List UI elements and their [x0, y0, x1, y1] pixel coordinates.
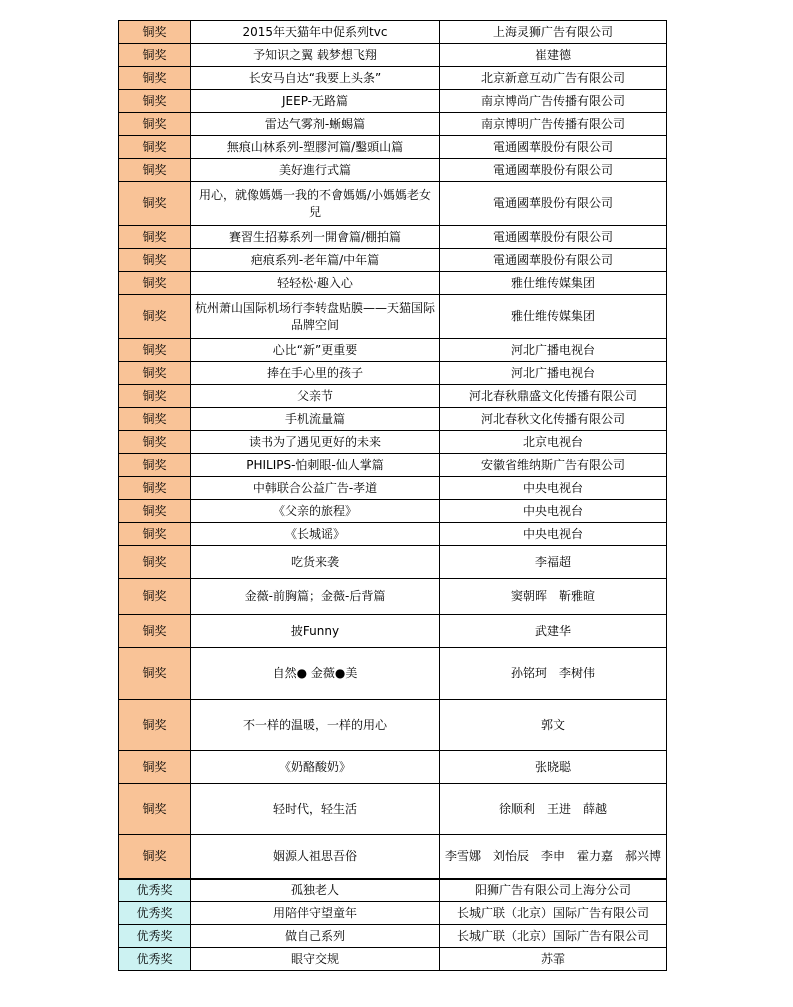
table-row — [119, 700, 667, 751]
title-cell: 中韩联合公益广告-孝道 — [191, 477, 440, 500]
award-cell: 优秀奖 — [119, 902, 191, 925]
title-cell: JEEP-无路篇 — [191, 90, 440, 113]
award-cell: 铜奖 — [119, 113, 191, 136]
winner-cell: 李福超 — [440, 546, 667, 579]
winner-cell: 崔建德 — [440, 44, 667, 67]
award-cell: 铜奖 — [119, 182, 191, 226]
winner-cell: 南京博明广告传播有限公司 — [440, 113, 667, 136]
award-cell: 铜奖 — [119, 579, 191, 615]
table-row — [119, 948, 667, 971]
title-cell: 轻时代，轻生活 — [191, 784, 440, 835]
title-cell: 2015年天猫年中促系列tvc — [191, 21, 440, 44]
award-cell: 铜奖 — [119, 784, 191, 835]
title-cell: 予知识之翼 载梦想飞翔 — [191, 44, 440, 67]
award-cell: 铜奖 — [119, 700, 191, 751]
award-cell: 铜奖 — [119, 21, 191, 44]
table-row — [119, 835, 667, 879]
table-row — [119, 500, 667, 523]
awards-table-body — [119, 21, 667, 971]
award-cell: 优秀奖 — [119, 879, 191, 902]
table-row — [119, 90, 667, 113]
title-cell: 美好進行式篇 — [191, 159, 440, 182]
winner-cell: 上海灵狮广告有限公司 — [440, 21, 667, 44]
award-cell: 铜奖 — [119, 408, 191, 431]
table-row — [119, 902, 667, 925]
winner-cell: 南京博尚广告传播有限公司 — [440, 90, 667, 113]
award-cell: 铜奖 — [119, 546, 191, 579]
winner-cell: 李雪娜 刘怡辰 李申 霍力嘉 郝兴博 — [440, 835, 667, 879]
award-cell: 铜奖 — [119, 339, 191, 362]
winner-cell: 河北春秋文化传播有限公司 — [440, 408, 667, 431]
award-cell: 铜奖 — [119, 431, 191, 454]
winner-cell: 苏霏 — [440, 948, 667, 971]
table-row — [119, 579, 667, 615]
title-cell: 用陪伴守望童年 — [191, 902, 440, 925]
title-cell: 手机流量篇 — [191, 408, 440, 431]
award-cell: 铜奖 — [119, 159, 191, 182]
table-row — [119, 249, 667, 272]
winner-cell: 孙铭珂 李树伟 — [440, 648, 667, 700]
award-cell: 优秀奖 — [119, 925, 191, 948]
award-cell: 铜奖 — [119, 615, 191, 648]
award-cell: 铜奖 — [119, 136, 191, 159]
table-row — [119, 113, 667, 136]
title-cell: 读书为了遇见更好的未来 — [191, 431, 440, 454]
title-cell: 父亲节 — [191, 385, 440, 408]
awards-table — [118, 20, 667, 971]
award-cell: 铜奖 — [119, 90, 191, 113]
table-row — [119, 182, 667, 226]
title-cell: 眼守交规 — [191, 948, 440, 971]
award-cell: 铜奖 — [119, 648, 191, 700]
table-row — [119, 362, 667, 385]
winner-cell: 河北春秋鼎盛文化传播有限公司 — [440, 385, 667, 408]
title-cell: 《奶酪酸奶》 — [191, 751, 440, 784]
winner-cell: 长城广联（北京）国际广告有限公司 — [440, 902, 667, 925]
winner-cell: 電通國華股份有限公司 — [440, 226, 667, 249]
award-cell: 铜奖 — [119, 477, 191, 500]
award-cell: 铜奖 — [119, 272, 191, 295]
table-row — [119, 477, 667, 500]
award-cell: 铜奖 — [119, 226, 191, 249]
title-cell: 孤独老人 — [191, 879, 440, 902]
table-row — [119, 385, 667, 408]
table-row — [119, 226, 667, 249]
title-cell: 长安马自达“我要上头条” — [191, 67, 440, 90]
title-cell: 金薇-前胸篇；金薇-后背篇 — [191, 579, 440, 615]
winner-cell: 電通國華股份有限公司 — [440, 249, 667, 272]
table-row — [119, 159, 667, 182]
title-cell: 不一样的温暖，一样的用心 — [191, 700, 440, 751]
table-row — [119, 546, 667, 579]
award-cell: 铜奖 — [119, 249, 191, 272]
table-row — [119, 925, 667, 948]
table-row — [119, 523, 667, 546]
winner-cell: 河北广播电视台 — [440, 362, 667, 385]
winner-cell: 中央电视台 — [440, 500, 667, 523]
award-cell: 优秀奖 — [119, 948, 191, 971]
table-row — [119, 615, 667, 648]
winner-cell: 徐顺利 王进 薛越 — [440, 784, 667, 835]
table-row — [119, 21, 667, 44]
table-row — [119, 295, 667, 339]
winner-cell: 窦朝晖 靳雅暄 — [440, 579, 667, 615]
table-row — [119, 44, 667, 67]
title-cell: 自然● 金薇●美 — [191, 648, 440, 700]
winner-cell: 中央电视台 — [440, 477, 667, 500]
table-row — [119, 408, 667, 431]
table-row — [119, 454, 667, 477]
title-cell: 杭州萧山国际机场行李转盘贴膜——天猫国际品牌空间 — [191, 295, 440, 339]
winner-cell: 雅仕维传媒集团 — [440, 272, 667, 295]
title-cell: 用心，就像媽媽一我的不會媽媽/小媽媽老女兒 — [191, 182, 440, 226]
table-row — [119, 339, 667, 362]
award-cell: 铜奖 — [119, 385, 191, 408]
winner-cell: 张晓聪 — [440, 751, 667, 784]
title-cell: PHILIPS-怕刺眼-仙人掌篇 — [191, 454, 440, 477]
title-cell: 雷达气雾剂-蜥蜴篇 — [191, 113, 440, 136]
table-row — [119, 784, 667, 835]
award-cell: 铜奖 — [119, 295, 191, 339]
award-cell: 铜奖 — [119, 523, 191, 546]
title-cell: 《父亲的旅程》 — [191, 500, 440, 523]
winner-cell: 河北广播电视台 — [440, 339, 667, 362]
winner-cell: 電通國華股份有限公司 — [440, 136, 667, 159]
award-cell: 铜奖 — [119, 835, 191, 879]
table-row — [119, 272, 667, 295]
title-cell: 吃货来袭 — [191, 546, 440, 579]
award-cell: 铜奖 — [119, 44, 191, 67]
table-row — [119, 751, 667, 784]
award-cell: 铜奖 — [119, 454, 191, 477]
winner-cell: 长城广联（北京）国际广告有限公司 — [440, 925, 667, 948]
table-row — [119, 136, 667, 159]
title-cell: 《长城谣》 — [191, 523, 440, 546]
winner-cell: 安徽省维纳斯广告有限公司 — [440, 454, 667, 477]
winner-cell: 電通國華股份有限公司 — [440, 159, 667, 182]
table-row — [119, 431, 667, 454]
winner-cell: 郭文 — [440, 700, 667, 751]
title-cell: 疤痕系列-老年篇/中年篇 — [191, 249, 440, 272]
title-cell: 賽習生招募系列一開會篇/棚拍篇 — [191, 226, 440, 249]
winner-cell: 中央电视台 — [440, 523, 667, 546]
table-row — [119, 648, 667, 700]
winner-cell: 北京电视台 — [440, 431, 667, 454]
winner-cell: 武建华 — [440, 615, 667, 648]
table-row — [119, 67, 667, 90]
title-cell: 無痕山林系列-塑膠河篇/鑿頭山篇 — [191, 136, 440, 159]
award-cell: 铜奖 — [119, 67, 191, 90]
winner-cell: 雅仕维传媒集团 — [440, 295, 667, 339]
award-cell: 铜奖 — [119, 362, 191, 385]
winner-cell: 阳狮广告有限公司上海分公司 — [440, 879, 667, 902]
title-cell: 捧在手心里的孩子 — [191, 362, 440, 385]
title-cell: 做自己系列 — [191, 925, 440, 948]
award-cell: 铜奖 — [119, 500, 191, 523]
table-row — [119, 879, 667, 902]
title-cell: 轻轻松·趣入心 — [191, 272, 440, 295]
award-cell: 铜奖 — [119, 751, 191, 784]
title-cell: 披Funny — [191, 615, 440, 648]
winner-cell: 電通國華股份有限公司 — [440, 182, 667, 226]
title-cell: 姻源人祖思吾俗 — [191, 835, 440, 879]
winner-cell: 北京新意互动广告有限公司 — [440, 67, 667, 90]
title-cell: 心比“新”更重要 — [191, 339, 440, 362]
